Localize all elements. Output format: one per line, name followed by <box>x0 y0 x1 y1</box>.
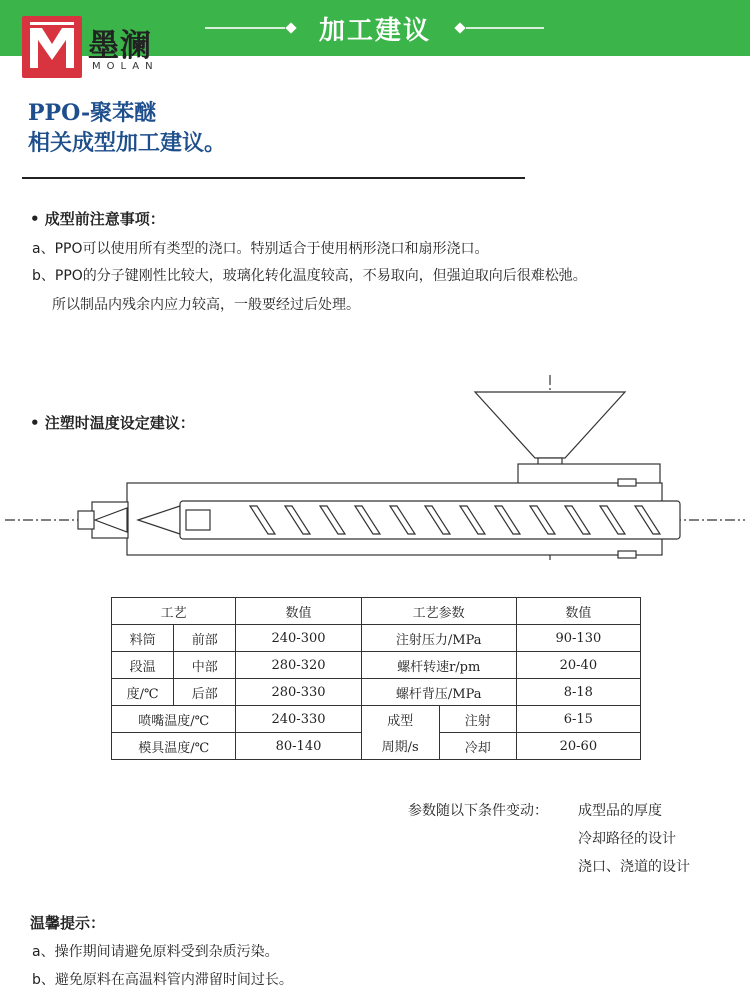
title-divider <box>22 177 525 179</box>
table-cell: 螺杆背压/MPa <box>361 679 516 706</box>
table-cell: 成型 <box>361 706 439 733</box>
table-cell: 注射压力/MPa <box>361 625 516 652</box>
process-params-table <box>111 597 641 760</box>
table-cell: 度/℃ <box>112 679 174 706</box>
section1-item-b: b、PPO的分子键刚性比较大，玻璃化转化温度较高，不易取向，但强迫取向后很难松弛。 <box>32 268 587 284</box>
col-header-params: 工艺参数 <box>361 598 516 625</box>
table-cell: 280-330 <box>236 679 361 706</box>
condition-item: 成型品的厚度 <box>578 803 662 819</box>
table-cell: 螺杆转速r/pm <box>361 652 516 679</box>
doc-title-line1: PPO-聚苯醚 <box>28 100 157 126</box>
brand-sub: MOLAN <box>92 61 159 72</box>
table-cell: 20-40 <box>516 652 640 679</box>
header-line-right <box>466 27 544 29</box>
molan-logo-icon <box>22 16 82 78</box>
col-header-value: 数值 <box>236 598 361 625</box>
brand-name: 墨澜 <box>88 28 152 64</box>
table-row <box>112 625 641 652</box>
table-cell: 段温 <box>112 652 174 679</box>
table-cell: 240-330 <box>236 706 361 733</box>
table-cell: 喷嘴温度/℃ <box>112 706 236 733</box>
tips-title: 温馨提示： <box>30 914 106 932</box>
table-cell: 90-130 <box>516 625 640 652</box>
table-cell: 6-15 <box>516 706 640 733</box>
table-cell: 周期/s <box>361 733 439 760</box>
section2-title: • 注塑时温度设定建议： <box>30 414 195 432</box>
tip-item: b、避免原料在高温料管内滞留时间过长。 <box>32 972 293 988</box>
doc-title-line2: 相关成型加工建议。 <box>28 130 227 156</box>
condition-item: 浇口、浇道的设计 <box>578 859 690 875</box>
table-cell: 240-300 <box>236 625 361 652</box>
col-header-value-2: 数值 <box>516 598 640 625</box>
table-cell: 中部 <box>174 652 236 679</box>
table-cell: 80-140 <box>236 733 361 760</box>
table-cell: 后部 <box>174 679 236 706</box>
table-row <box>112 706 641 733</box>
section1-item-a: a、PPO可以使用所有类型的浇口。特别适合于使用柄形浇口和扇形浇口。 <box>32 241 489 257</box>
table-row <box>112 652 641 679</box>
table-row <box>112 733 641 760</box>
table-cell: 20-60 <box>516 733 640 760</box>
col-header-process: 工艺 <box>112 598 236 625</box>
table-cell: 模具温度/℃ <box>112 733 236 760</box>
table-cell: 冷却 <box>439 733 516 760</box>
table-cell: 注射 <box>439 706 516 733</box>
table-cell: 前部 <box>174 625 236 652</box>
conditions-label: 参数随以下条件变动： <box>408 803 548 819</box>
tip-item: a、操作期间请避免原料受到杂质污染。 <box>32 944 279 960</box>
header-line-left <box>205 27 285 29</box>
condition-item: 冷却路径的设计 <box>578 831 676 847</box>
header-title: 加工建议 <box>318 16 431 46</box>
table-cell: 料筒 <box>112 625 174 652</box>
section1-item-b-cont: 所以制品内残余内应力较高，一般要经过后处理。 <box>52 297 360 313</box>
table-row <box>112 679 641 706</box>
section1-title: • 成型前注意事项： <box>30 210 165 228</box>
table-cell: 280-320 <box>236 652 361 679</box>
injection-screw-diagram <box>0 370 750 570</box>
table-header-row <box>112 598 641 625</box>
table-cell: 8-18 <box>516 679 640 706</box>
